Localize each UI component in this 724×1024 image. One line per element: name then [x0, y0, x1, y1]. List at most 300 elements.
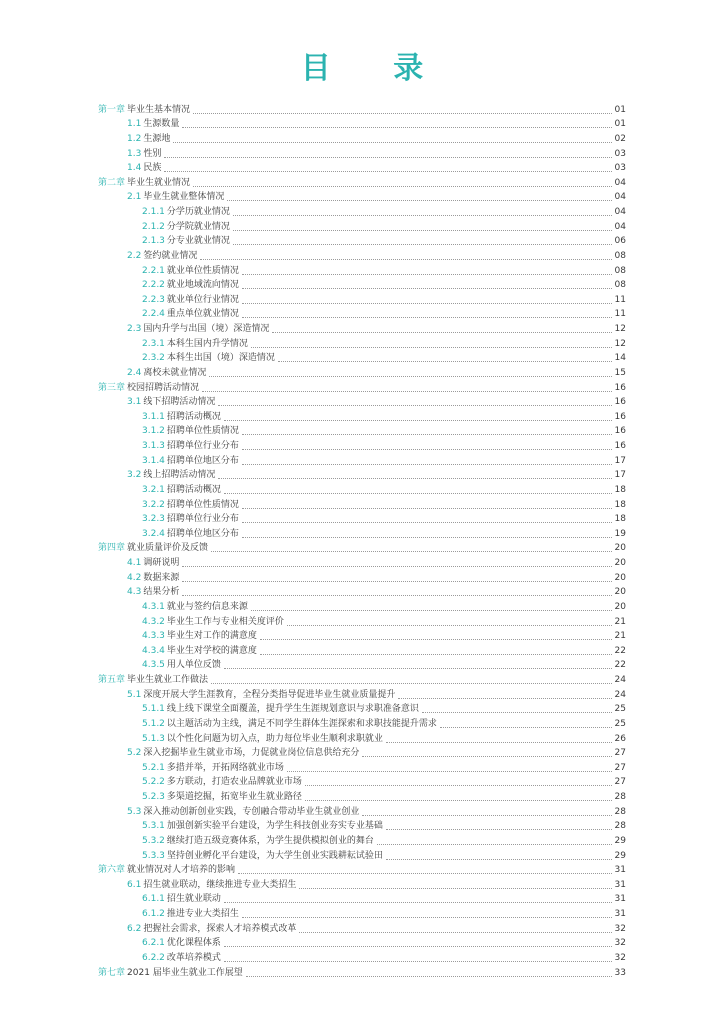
- toc-entry[interactable]: [98, 452, 626, 467]
- toc-entry-page: 16: [614, 441, 626, 451]
- dot-leader: [211, 682, 612, 684]
- toc-entry[interactable]: [98, 657, 626, 672]
- toc-entry-number: 2.1.1: [142, 207, 165, 217]
- toc-entry-number: 4.2: [127, 572, 142, 583]
- toc-entry-number: 3.1: [127, 397, 142, 408]
- dot-leader: [233, 243, 612, 245]
- dot-leader: [193, 185, 612, 187]
- toc-entry[interactable]: [98, 628, 626, 643]
- toc-entry-number: 2.3.2: [142, 353, 165, 364]
- toc-entry-number: 3.1.1: [142, 411, 165, 422]
- toc-entry[interactable]: [98, 832, 626, 847]
- dot-leader: [246, 975, 612, 977]
- toc-entry[interactable]: [98, 745, 626, 760]
- toc-entry-number: 1.2: [127, 133, 142, 144]
- toc-entry-number: 2.2: [127, 250, 142, 261]
- toc-entry-page: 11: [614, 309, 626, 320]
- toc-entry-title: 分学院就业情况: [166, 221, 230, 232]
- dot-leader: [224, 901, 612, 903]
- toc-entry[interactable]: [98, 116, 626, 131]
- toc-entry-page: 28: [614, 806, 626, 817]
- toc-entry-number: 第二章: [98, 177, 126, 188]
- toc-entry-number: 4.3: [127, 587, 142, 598]
- toc-entry-number: 第六章: [98, 865, 126, 876]
- toc-entry-title: 招聘单位行业分布: [166, 441, 239, 451]
- toc-entry[interactable]: [98, 862, 626, 877]
- toc-entry-number: 4.3.5: [142, 660, 165, 671]
- dot-leader: [224, 419, 612, 421]
- toc-entry-page: 22: [614, 660, 626, 671]
- toc-entry-title: 招生就业联动，继续推进专业大类招生: [143, 879, 297, 890]
- toc-entry[interactable]: [98, 306, 626, 321]
- toc-entry-title: 以个性化问题为切入点，助力每位毕业生顺利求职就业: [166, 733, 383, 744]
- toc-entry-title: 就业单位行业情况: [166, 294, 239, 305]
- toc-entry[interactable]: [98, 730, 626, 745]
- toc-entry-page: 08: [614, 250, 626, 261]
- toc-entry-page: 32: [614, 923, 626, 934]
- dot-leader: [193, 112, 612, 114]
- dot-leader: [242, 287, 612, 289]
- dot-leader: [211, 550, 612, 552]
- toc-entry-title: 毕业生基本情况: [127, 104, 191, 115]
- toc-entry-title: 就业情况对人才培养的影响: [127, 865, 236, 876]
- dot-leader: [218, 404, 612, 406]
- toc-entry-page: 31: [614, 909, 626, 919]
- toc-entry-page: 18: [614, 514, 626, 525]
- dot-leader: [422, 711, 612, 713]
- toc-entry-title: 坚持创业孵化平台建设，为大学生创业实践耕耘试验田: [166, 850, 383, 861]
- dot-leader: [224, 667, 612, 669]
- toc-entry-page: 19: [614, 528, 626, 539]
- toc-entry-title: 生源数量: [143, 119, 180, 130]
- toc-entry-number: 2.2.4: [142, 309, 165, 320]
- toc-entry-title: 招生就业联动: [166, 894, 221, 905]
- toc-entry-page: 24: [614, 675, 626, 685]
- toc-entry-number: 5.2.1: [142, 762, 165, 773]
- page-title: 目 录: [300, 51, 450, 86]
- dot-leader: [202, 390, 612, 392]
- dot-leader: [272, 331, 612, 333]
- toc-entry-title: 就业与签约信息来源: [166, 601, 248, 612]
- dot-leader: [173, 141, 612, 143]
- toc-entry[interactable]: [98, 247, 626, 262]
- toc-entry-page: 04: [614, 207, 626, 217]
- toc-entry[interactable]: [98, 949, 626, 964]
- toc-entry-page: 33: [614, 967, 626, 978]
- toc-entry-number: 5.2.3: [142, 792, 165, 802]
- dot-leader: [242, 536, 612, 538]
- toc-entry-page: 20: [614, 601, 626, 612]
- toc-entry-number: 第四章: [98, 543, 126, 554]
- toc-entry-page: 08: [614, 265, 626, 276]
- dot-leader: [260, 653, 612, 655]
- toc-entry[interactable]: [98, 964, 626, 979]
- toc-entry[interactable]: [98, 277, 626, 292]
- toc-entry[interactable]: [98, 803, 626, 818]
- toc-entry-page: 20: [614, 572, 626, 583]
- dot-leader: [242, 448, 612, 450]
- toc-entry-title: 以主题活动为主线，满足不同学生群体生涯探索和求职技能提升需求: [166, 718, 437, 729]
- toc-entry-number: 5.2: [127, 748, 142, 759]
- toc-entry-title: 结果分析: [143, 587, 180, 598]
- toc-entry-title: 签约就业情况: [143, 250, 198, 261]
- toc-entry-number: 6.1.2: [142, 909, 165, 919]
- toc-entry-title: 分专业就业情况: [166, 236, 230, 247]
- toc-entry-page: 20: [614, 587, 626, 598]
- toc-entry[interactable]: [98, 905, 626, 920]
- toc-entry[interactable]: [98, 847, 626, 862]
- toc-entry-page: 18: [614, 484, 626, 495]
- toc-entry-page: 31: [614, 879, 626, 890]
- toc-entry-title: 线上招聘活动情况: [143, 470, 216, 481]
- toc-entry-title: 毕业生就业情况: [127, 177, 191, 188]
- toc-entry-number: 第一章: [98, 104, 126, 115]
- toc-entry-number: 3.2.2: [142, 499, 165, 510]
- dot-leader: [386, 858, 612, 860]
- toc-entry-number: 6.2: [127, 923, 142, 934]
- toc-entry-title: 线上线下课堂全面覆盖，提升学生生涯规划意识与求职准备意识: [166, 704, 419, 715]
- toc-entry-page: 28: [614, 792, 626, 802]
- toc-entry-number: 1.4: [127, 163, 142, 174]
- toc-entry-number: 3.1.3: [142, 441, 165, 451]
- toc-entry-number: 2.2.1: [142, 265, 165, 276]
- toc-entry-number: 第三章: [98, 382, 126, 393]
- toc-entry-title: 就业单位性质情况: [166, 265, 239, 276]
- toc-entry[interactable]: [98, 481, 626, 496]
- toc-entry-page: 26: [614, 733, 626, 744]
- toc-entry-number: 4.3.3: [142, 631, 165, 642]
- table-of-contents: [98, 101, 626, 979]
- toc-entry-page: 27: [614, 748, 626, 759]
- toc-entry[interactable]: [98, 130, 626, 145]
- toc-entry-title: 招聘活动概况: [166, 411, 221, 422]
- toc-entry-number: 2.3.1: [142, 338, 165, 349]
- toc-entry-page: 01: [614, 119, 626, 130]
- toc-entry-title: 毕业生就业整体情况: [143, 192, 225, 203]
- toc-entry[interactable]: [98, 511, 626, 526]
- dot-leader: [362, 814, 612, 816]
- dot-leader: [242, 433, 612, 435]
- toc-entry-number: 1.3: [127, 148, 142, 159]
- dot-leader: [242, 463, 612, 465]
- toc-entry-number: 5.1: [127, 689, 142, 700]
- toc-entry-page: 31: [614, 894, 626, 905]
- dot-leader: [299, 931, 612, 933]
- toc-entry[interactable]: [98, 262, 626, 277]
- toc-entry[interactable]: [98, 174, 626, 189]
- toc-entry-page: 20: [614, 558, 626, 568]
- toc-entry-page: 29: [614, 835, 626, 846]
- toc-entry[interactable]: [98, 671, 626, 686]
- toc-entry-page: 02: [614, 133, 626, 144]
- dot-leader: [386, 828, 612, 830]
- toc-entry-number: 1.1: [127, 119, 142, 130]
- toc-entry-title: 民族: [143, 163, 162, 174]
- dot-leader: [218, 477, 612, 479]
- toc-entry-number: 3.2: [127, 470, 142, 481]
- dot-leader: [242, 302, 612, 304]
- toc-entry-number: 5.3.2: [142, 835, 165, 846]
- toc-entry-page: 03: [614, 148, 626, 159]
- toc-entry[interactable]: [98, 569, 626, 584]
- toc-entry-number: 5.3.1: [142, 821, 165, 832]
- dot-leader: [182, 565, 612, 567]
- toc-entry[interactable]: [98, 379, 626, 394]
- toc-entry[interactable]: [98, 394, 626, 409]
- toc-entry[interactable]: [98, 715, 626, 730]
- dot-leader: [362, 755, 612, 757]
- dot-leader: [440, 726, 612, 728]
- toc-entry-number: 4.3.1: [142, 601, 165, 612]
- toc-entry-title: 加强创新实验平台建设，为学生科技创业夯实专业基础: [166, 821, 383, 832]
- toc-entry[interactable]: [98, 496, 626, 511]
- toc-entry-page: 04: [614, 221, 626, 232]
- toc-entry-number: 5.2.2: [142, 777, 165, 788]
- toc-entry-page: 12: [614, 324, 626, 334]
- toc-entry-number: 3.1.2: [142, 426, 165, 437]
- dot-leader: [233, 214, 612, 216]
- toc-entry-page: 31: [614, 865, 626, 876]
- toc-entry[interactable]: [98, 935, 626, 950]
- toc-entry-title: 多方联动，打造农业品牌就业市场: [166, 777, 302, 788]
- dot-leader: [182, 594, 612, 596]
- toc-entry-page: 21: [614, 631, 626, 642]
- toc-entry-number: 2.1.3: [142, 236, 165, 247]
- toc-entry-title: 深入推动创新创业实践，专创融合带动毕业生就业创业: [143, 806, 360, 817]
- toc-entry[interactable]: [98, 203, 626, 218]
- toc-entry-page: 11: [614, 294, 626, 305]
- toc-entry[interactable]: [98, 876, 626, 891]
- toc-entry[interactable]: [98, 525, 626, 540]
- toc-entry[interactable]: [98, 613, 626, 628]
- dot-leader: [251, 609, 612, 611]
- dot-leader: [233, 229, 612, 231]
- dot-leader: [260, 638, 612, 640]
- toc-entry-page: 16: [614, 382, 626, 393]
- toc-entry-number: 4.1: [127, 558, 142, 568]
- toc-entry[interactable]: [98, 335, 626, 350]
- toc-entry-title: 毕业生对工作的满意度: [166, 631, 257, 642]
- toc-entry-number: 2.2.3: [142, 294, 165, 305]
- toc-entry-title: 调研说明: [143, 558, 180, 568]
- toc-entry-title: 校园招聘活动情况: [127, 382, 200, 393]
- toc-entry-number: 5.3: [127, 806, 142, 817]
- toc-entry-title: 生源地: [143, 133, 171, 144]
- dot-leader: [299, 887, 612, 889]
- toc-entry-page: 14: [614, 353, 626, 364]
- toc-entry-page: 22: [614, 645, 626, 656]
- toc-entry[interactable]: [98, 467, 626, 482]
- toc-entry-title: 重点单位就业情况: [166, 309, 239, 320]
- toc-entry-title: 把握社会需求，探索人才培养模式改革: [143, 923, 297, 934]
- toc-entry-number: 3.2.3: [142, 514, 165, 525]
- toc-entry-title: 就业质量评价及反馈: [127, 543, 209, 554]
- toc-entry-title: 招聘活动概况: [166, 484, 221, 495]
- toc-entry-page: 12: [614, 338, 626, 349]
- toc-entry-title: 推进专业大类招生: [166, 909, 239, 919]
- toc-entry-title: 招聘单位性质情况: [166, 499, 239, 510]
- toc-entry-number: 3.1.4: [142, 455, 165, 466]
- toc-entry-number: 3.2.1: [142, 484, 165, 495]
- toc-entry-title: 改革培养模式: [166, 952, 221, 963]
- toc-entry-number: 5.1.3: [142, 733, 165, 744]
- toc-entry[interactable]: [98, 423, 626, 438]
- dot-leader: [224, 492, 612, 494]
- dot-leader: [242, 273, 612, 275]
- toc-entry-page: 15: [614, 367, 626, 378]
- toc-entry-number: 2.4: [127, 367, 142, 378]
- toc-entry-number: 2.1: [127, 192, 142, 203]
- toc-entry[interactable]: [98, 584, 626, 599]
- toc-entry[interactable]: [98, 101, 626, 116]
- dot-leader: [209, 375, 612, 377]
- toc-entry[interactable]: [98, 160, 626, 175]
- toc-entry[interactable]: [98, 686, 626, 701]
- toc-entry-number: 2.2.2: [142, 280, 165, 291]
- toc-entry-number: 6.2.1: [142, 938, 165, 949]
- toc-entry[interactable]: [98, 598, 626, 613]
- toc-entry[interactable]: [98, 145, 626, 160]
- toc-entry[interactable]: [98, 642, 626, 657]
- toc-entry[interactable]: [98, 759, 626, 774]
- toc-entry[interactable]: [98, 218, 626, 233]
- toc-entry-title: 深入挖掘毕业生就业市场，力促就业岗位信息供给充分: [143, 748, 360, 759]
- toc-entry[interactable]: [98, 540, 626, 555]
- toc-entry-title: 继续打造五级竞赛体系，为学生提供模拟创业的舞台: [166, 835, 374, 846]
- dot-leader: [287, 770, 612, 772]
- dot-leader: [164, 156, 612, 158]
- toc-entry[interactable]: [98, 233, 626, 248]
- dot-leader: [305, 784, 612, 786]
- dot-leader: [164, 170, 612, 172]
- toc-entry-page: 20: [614, 543, 626, 554]
- toc-entry[interactable]: [98, 350, 626, 365]
- toc-entry-title: 优化课程体系: [166, 938, 221, 949]
- toc-entry-title: 2021 届毕业生就业工作展望: [127, 967, 243, 978]
- toc-entry-title: 线下招聘活动情况: [143, 397, 216, 408]
- toc-entry-number: 2.3: [127, 324, 142, 334]
- toc-entry-title: 数据来源: [143, 572, 180, 583]
- toc-entry-number: 第七章: [98, 967, 126, 978]
- toc-entry[interactable]: [98, 818, 626, 833]
- toc-entry-number: 5.3.3: [142, 850, 165, 861]
- toc-entry[interactable]: [98, 920, 626, 935]
- toc-entry-number: 4.3.4: [142, 645, 165, 656]
- dot-leader: [305, 799, 612, 801]
- toc-entry-title: 毕业生就业工作做法: [127, 675, 209, 685]
- dot-leader: [242, 916, 612, 918]
- toc-entry-title: 多措并举，开拓网络就业市场: [166, 762, 284, 773]
- toc-entry-title: 招聘单位地区分布: [166, 528, 239, 539]
- toc-entry-number: 第五章: [98, 675, 126, 685]
- toc-entry-page: 06: [614, 236, 626, 247]
- toc-entry-page: 27: [614, 762, 626, 773]
- dot-leader: [224, 945, 612, 947]
- dot-leader: [242, 507, 612, 509]
- toc-entry-page: 24: [614, 689, 626, 700]
- toc-entry[interactable]: [98, 788, 626, 803]
- toc-entry-number: 6.1: [127, 879, 142, 890]
- toc-entry-page: 01: [614, 104, 626, 115]
- dot-leader: [251, 346, 612, 348]
- toc-entry-number: 4.3.2: [142, 616, 165, 627]
- toc-entry-number: 6.2.2: [142, 952, 165, 963]
- toc-entry-title: 本科生出国（境）深造情况: [166, 353, 275, 364]
- toc-entry-page: 25: [614, 718, 626, 729]
- toc-entry[interactable]: [98, 320, 626, 335]
- toc-entry-title: 用人单位反馈: [166, 660, 221, 671]
- toc-entry-title: 离校未就业情况: [143, 367, 207, 378]
- toc-entry[interactable]: [98, 364, 626, 379]
- dot-leader: [182, 580, 612, 582]
- toc-entry-title: 深度开展大学生涯教育，全程分类指导促进毕业生就业质量提升: [143, 689, 396, 700]
- toc-entry[interactable]: [98, 437, 626, 452]
- toc-entry-title: 毕业生工作与专业相关度评价: [166, 616, 284, 627]
- toc-entry-page: 04: [614, 192, 626, 203]
- toc-entry-number: 5.1.2: [142, 718, 165, 729]
- toc-entry[interactable]: [98, 891, 626, 906]
- toc-entry-page: 29: [614, 850, 626, 861]
- dot-leader: [398, 697, 612, 699]
- toc-entry-title: 多渠道挖掘，拓宽毕业生就业路径: [166, 792, 302, 802]
- dot-leader: [200, 258, 612, 260]
- toc-entry-page: 28: [614, 821, 626, 832]
- dot-leader: [278, 360, 612, 362]
- toc-entry-page: 18: [614, 499, 626, 510]
- toc-entry-page: 03: [614, 163, 626, 174]
- toc-entry-page: 17: [614, 455, 626, 466]
- toc-entry[interactable]: [98, 408, 626, 423]
- dot-leader: [238, 872, 612, 874]
- toc-entry-page: 16: [614, 397, 626, 408]
- toc-entry-number: 6.1.1: [142, 894, 165, 905]
- toc-entry-page: 21: [614, 616, 626, 627]
- toc-entry-title: 招聘单位性质情况: [166, 426, 239, 437]
- toc-entry-page: 16: [614, 426, 626, 437]
- dot-leader: [182, 126, 612, 128]
- toc-entry-page: 32: [614, 938, 626, 949]
- toc-entry[interactable]: [98, 774, 626, 789]
- dot-leader: [224, 960, 612, 962]
- toc-entry-title: 就业地域流向情况: [166, 280, 239, 291]
- toc-entry-title: 性别: [143, 148, 162, 159]
- toc-entry-page: 17: [614, 470, 626, 481]
- toc-entry-page: 08: [614, 280, 626, 291]
- dot-leader: [242, 521, 612, 523]
- dot-leader: [242, 316, 612, 318]
- toc-entry-number: 5.1.1: [142, 704, 165, 715]
- toc-entry-title: 招聘单位行业分布: [166, 514, 239, 525]
- toc-entry-title: 毕业生对学校的满意度: [166, 645, 257, 656]
- dot-leader: [227, 199, 612, 201]
- toc-entry-title: 招聘单位地区分布: [166, 455, 239, 466]
- toc-entry[interactable]: [98, 291, 626, 306]
- toc-entry-page: 27: [614, 777, 626, 788]
- toc-entry-page: 04: [614, 177, 626, 188]
- dot-leader: [287, 624, 612, 626]
- toc-entry[interactable]: [98, 189, 626, 204]
- toc-entry-title: 本科生国内升学情况: [166, 338, 248, 349]
- toc-entry-page: 25: [614, 704, 626, 715]
- dot-leader: [386, 741, 612, 743]
- toc-entry[interactable]: [98, 701, 626, 716]
- toc-entry-page: 32: [614, 952, 626, 963]
- toc-entry-number: 2.1.2: [142, 221, 165, 232]
- toc-entry-title: 分学历就业情况: [166, 207, 230, 217]
- toc-entry-title: 国内升学与出国（境）深造情况: [143, 324, 270, 334]
- dot-leader: [377, 843, 612, 845]
- toc-entry[interactable]: [98, 554, 626, 569]
